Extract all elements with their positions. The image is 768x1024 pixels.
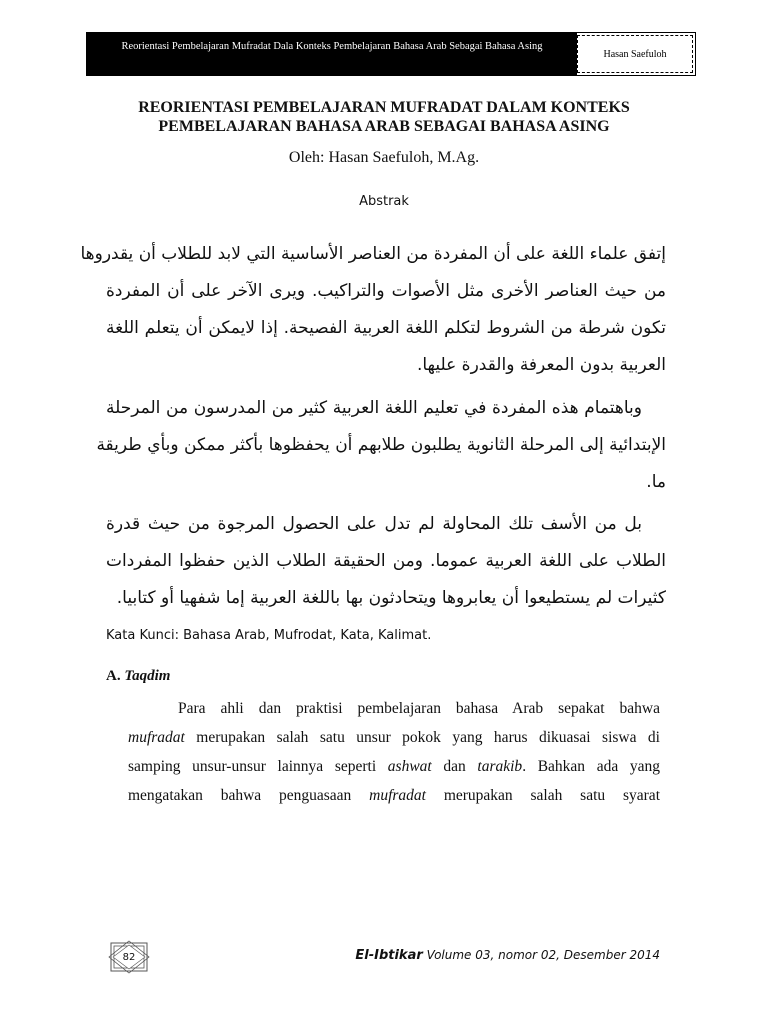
section-label: A. — [106, 668, 121, 684]
section-heading — [106, 668, 170, 685]
page-number-ornament — [108, 940, 150, 974]
body-line-text: merupakan salah satu syarat — [425, 787, 660, 804]
term-tarakib: tarakib — [477, 758, 523, 775]
abstract-heading: Abstrak — [359, 194, 409, 209]
abstract-line: إتفق علماء اللغة على أن المفردة من العناصر الأساسية التي لابد للطلاب أن يقدروها — [80, 244, 666, 264]
keywords: Kata Kunci: Bahasa Arab, Mufrodat, Kata, Kalimat. — [106, 628, 432, 643]
abstract-paragraph-3 — [106, 506, 666, 617]
abstract-line: الإبتدائية إلى المرحلة الثانوية يطلبون طلابهم أن يحفظوها بأكثر ممكن وبأي طريقة — [96, 435, 666, 455]
running-header — [86, 32, 696, 76]
body-line: Para ahli dan praktisi pembelajaran bahasa Arab sepakat bahwa — [178, 700, 660, 717]
body-line-text: mengatakan bahwa penguasaan — [128, 787, 370, 804]
term-mufradat: mufradat — [128, 729, 185, 746]
journal-issue: Volume 03, nomor 02, Desember 2014 — [422, 948, 660, 962]
paper-title-line-2: PEMBELAJARAN BAHASA ARAB SEBAGAI BAHASA ASING — [158, 118, 610, 135]
running-header-author: Hasan Saefuloh — [577, 35, 693, 73]
body-line-text: merupakan salah satu unsur pokok yang harus dikuasai siswa di — [184, 729, 660, 746]
abstract-line: بل من الأسف تلك المحاولة لم تدل على الحصول المرجوة من حيث قدرة — [106, 514, 642, 534]
abstract-paragraph-2 — [96, 390, 666, 501]
running-header-title: Reorientasi Pembelajaran Mufradat Dala Konteks Pembelajaran Bahasa Arab Sebagai Bahasa Asing — [87, 33, 577, 75]
abstract-line: ما. — [646, 472, 666, 492]
body-line — [128, 781, 660, 810]
page-number: 82 — [122, 951, 136, 963]
abstract-paragraph-1 — [80, 236, 666, 384]
paper-title — [60, 98, 708, 136]
journal-name: El-Ibtikar — [355, 948, 423, 963]
abstract-line: تكون شرطة من الشروط لتكلم اللغة العربية الفصيحة. إذا لايمكن أن يتعلم اللغة — [106, 318, 666, 338]
term-ashwat: ashwat — [387, 758, 432, 775]
abstract-line: من حيث العناصر الأخرى مثل الأصوات والتراكيب. ويرى الآخر على أن المفردة — [106, 281, 666, 301]
term-mufradat: mufradat — [369, 787, 426, 804]
body-line-text: dan — [431, 758, 478, 775]
abstract-line: الطلاب على اللغة العربية عموما. ومن الحقيقة الطلاب الذين حفظوا المفردات — [106, 551, 666, 571]
abstract-line: العربية بدون المعرفة والقدرة عليها. — [416, 355, 666, 375]
body-line — [128, 752, 660, 781]
footer-journal — [355, 948, 660, 963]
body-line — [128, 723, 660, 752]
abstract-line: كثيرات لم يستطيعوا أن يعابروها ويتحادثون بها باللغة العربية إما شفهيا أو كتابيا. — [116, 588, 666, 608]
body-paragraph — [128, 694, 660, 810]
body-line-text: . Bahkan ada yang — [522, 758, 660, 775]
body-line-text: samping unsur-unsur lainnya seperti — [128, 758, 388, 775]
paper-title-line-1: REORIENTASI PEMBELAJARAN MUFRADAT DALAM KONTEKS — [138, 99, 630, 116]
paper-author: Oleh: Hasan Saefuloh, M.Ag. — [288, 149, 480, 166]
abstract-line: وباهتمام هذه المفردة في تعليم اللغة العربية كثير من المدرسون من المرحلة — [106, 398, 642, 418]
section-name: Taqdim — [124, 668, 171, 684]
